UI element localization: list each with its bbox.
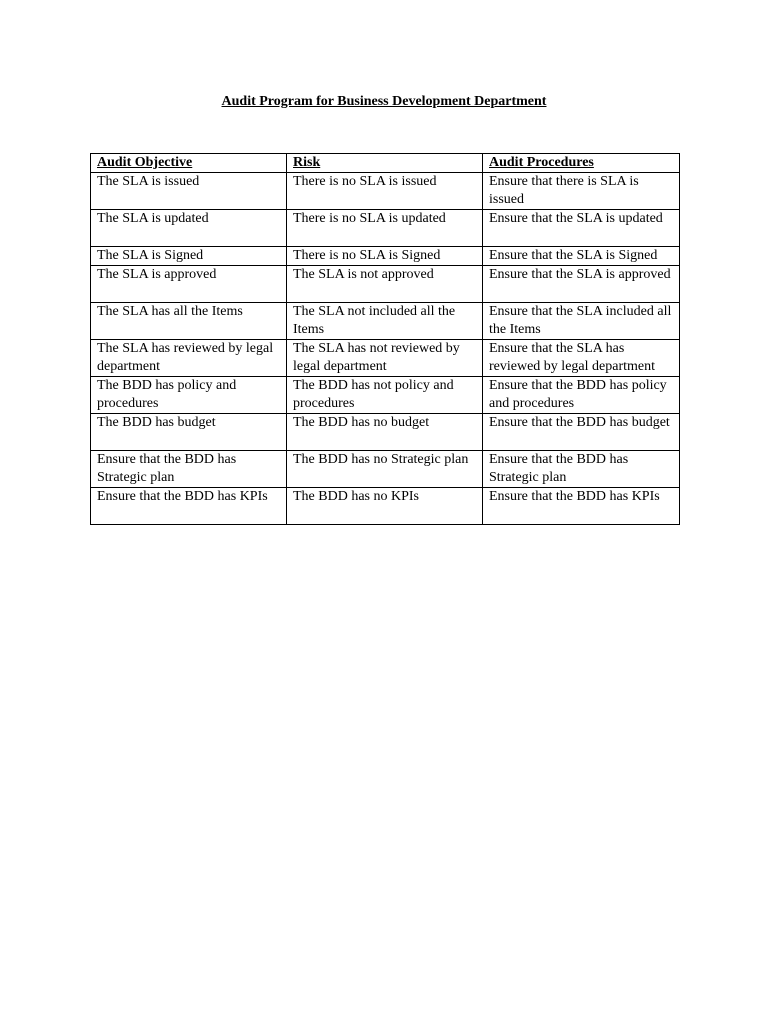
table-header-row: [91, 154, 680, 173]
risk-cell: The BDD has no budget: [287, 414, 483, 451]
header-audit-objective: Audit Objective: [91, 154, 287, 173]
table-row: [91, 488, 680, 525]
table-row: [91, 173, 680, 210]
objective-cell: The SLA is approved: [91, 266, 287, 303]
header-audit-procedures: Audit Procedures: [483, 154, 680, 173]
objective-cell: The SLA has all the Items: [91, 303, 287, 340]
risk-cell: The BDD has not policy and procedures: [287, 377, 483, 414]
risk-cell: There is no SLA is updated: [287, 210, 483, 247]
objective-cell: The BDD has policy and procedures: [91, 377, 287, 414]
document-title: Audit Program for Business Development Department: [221, 94, 547, 109]
table-row: [91, 247, 680, 266]
procedure-cell: Ensure that the BDD has policy and procedures: [483, 377, 680, 414]
table-row: [91, 303, 680, 340]
risk-cell: The BDD has no Strategic plan: [287, 451, 483, 488]
risk-cell: The SLA has not reviewed by legal department: [287, 340, 483, 377]
table-row: [91, 414, 680, 451]
table-row: [91, 266, 680, 303]
procedure-cell: Ensure that the BDD has KPIs: [483, 488, 680, 525]
procedure-cell: Ensure that the SLA included all the Items: [483, 303, 680, 340]
risk-cell: The SLA is not approved: [287, 266, 483, 303]
objective-cell: The SLA has reviewed by legal department: [91, 340, 287, 377]
table-row: [91, 451, 680, 488]
header-risk: Risk: [287, 154, 483, 173]
objective-cell: Ensure that the BDD has KPIs: [91, 488, 287, 525]
risk-cell: There is no SLA is Signed: [287, 247, 483, 266]
table-row: [91, 210, 680, 247]
procedure-cell: Ensure that there is SLA is issued: [483, 173, 680, 210]
procedure-cell: Ensure that the SLA is updated: [483, 210, 680, 247]
procedure-cell: Ensure that the SLA is Signed: [483, 247, 680, 266]
objective-cell: Ensure that the BDD has Strategic plan: [91, 451, 287, 488]
procedure-cell: Ensure that the SLA is approved: [483, 266, 680, 303]
table-row: [91, 340, 680, 377]
procedure-cell: Ensure that the BDD has budget: [483, 414, 680, 451]
table-row: [91, 377, 680, 414]
audit-program-table: [90, 153, 680, 525]
risk-cell: The BDD has no KPIs: [287, 488, 483, 525]
objective-cell: The SLA is issued: [91, 173, 287, 210]
objective-cell: The BDD has budget: [91, 414, 287, 451]
objective-cell: The SLA is Signed: [91, 247, 287, 266]
risk-cell: The SLA not included all the Items: [287, 303, 483, 340]
procedure-cell: Ensure that the BDD has Strategic plan: [483, 451, 680, 488]
objective-cell: The SLA is updated: [91, 210, 287, 247]
risk-cell: There is no SLA is issued: [287, 173, 483, 210]
procedure-cell: Ensure that the SLA has reviewed by legal department: [483, 340, 680, 377]
